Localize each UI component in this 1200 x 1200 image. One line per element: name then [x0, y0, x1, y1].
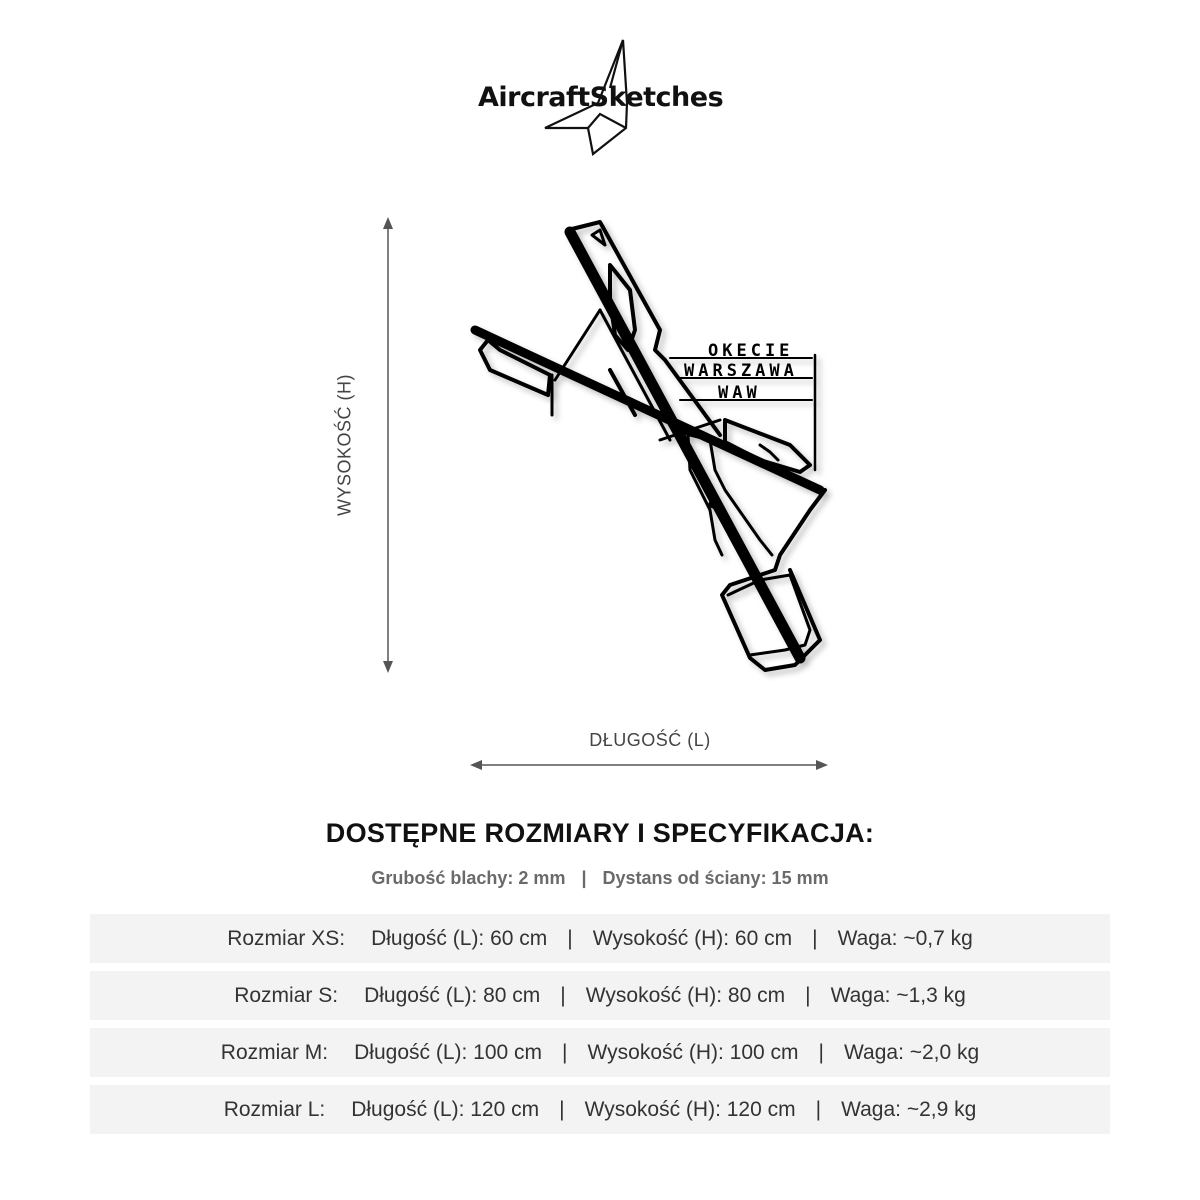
height-label-text: WYSOKOŚĆ (H) [334, 373, 355, 517]
spec-separator: | [581, 868, 587, 888]
row-separator: | [559, 1097, 565, 1121]
size-weight: Waga: ~2,9 kg [841, 1097, 977, 1121]
length-label: DŁUGOŚĆ (L) [589, 730, 711, 750]
size-height: Wysokość (H): 80 cm [585, 983, 786, 1007]
size-name: Rozmiar XS: [227, 926, 346, 950]
size-length: Długość (L): 80 cm [364, 983, 541, 1007]
size-height: Wysokość (H): 100 cm [587, 1040, 799, 1064]
size-weight: Waga: ~2,0 kg [843, 1040, 980, 1064]
sizes-table [90, 914, 1110, 1142]
size-name: Rozmiar M: [220, 1040, 329, 1064]
airport-name-label: OKECIE [708, 341, 794, 361]
size-name: Rozmiar L: [223, 1097, 326, 1121]
spec-distance: Dystans od ściany: 15 mm [602, 868, 829, 888]
size-weight: Waga: ~1,3 kg [830, 983, 966, 1007]
row-separator: | [805, 983, 811, 1007]
row-separator: | [560, 983, 566, 1007]
airport-code-label: WAW [718, 383, 761, 403]
sizes-section-title: DOSTĘPNE ROZMIARY I SPECYFIKACJA: [325, 818, 875, 848]
airport-runway-sketch [460, 210, 840, 690]
row-separator: | [815, 1097, 822, 1121]
size-row-m [90, 1028, 1110, 1077]
brand-logo [460, 30, 740, 160]
city-name-label: WARSZAWA [684, 361, 798, 381]
size-length: Długość (L): 100 cm [354, 1040, 543, 1064]
size-height: Wysokość (H): 120 cm [584, 1097, 796, 1121]
row-separator: | [562, 1040, 568, 1064]
size-height: Wysokość (H): 60 cm [592, 926, 793, 950]
spec-thickness: Grubość blachy: 2 mm [371, 868, 566, 888]
size-row-s [90, 971, 1110, 1020]
size-weight: Waga: ~0,7 kg [837, 926, 973, 950]
length-dimension-arrow [468, 755, 830, 775]
row-separator: | [567, 926, 573, 950]
size-length: Długość (L): 60 cm [371, 926, 548, 950]
size-length: Długość (L): 120 cm [351, 1097, 540, 1121]
logo-text: AircraftSketches [478, 82, 724, 113]
size-name: Rozmiar S: [234, 983, 339, 1007]
size-row-l [90, 1085, 1110, 1134]
row-separator: | [812, 926, 818, 950]
spec-line [0, 868, 1200, 889]
height-dimension-arrow [378, 215, 398, 675]
size-row-xs [90, 914, 1110, 963]
row-separator: | [818, 1040, 824, 1064]
